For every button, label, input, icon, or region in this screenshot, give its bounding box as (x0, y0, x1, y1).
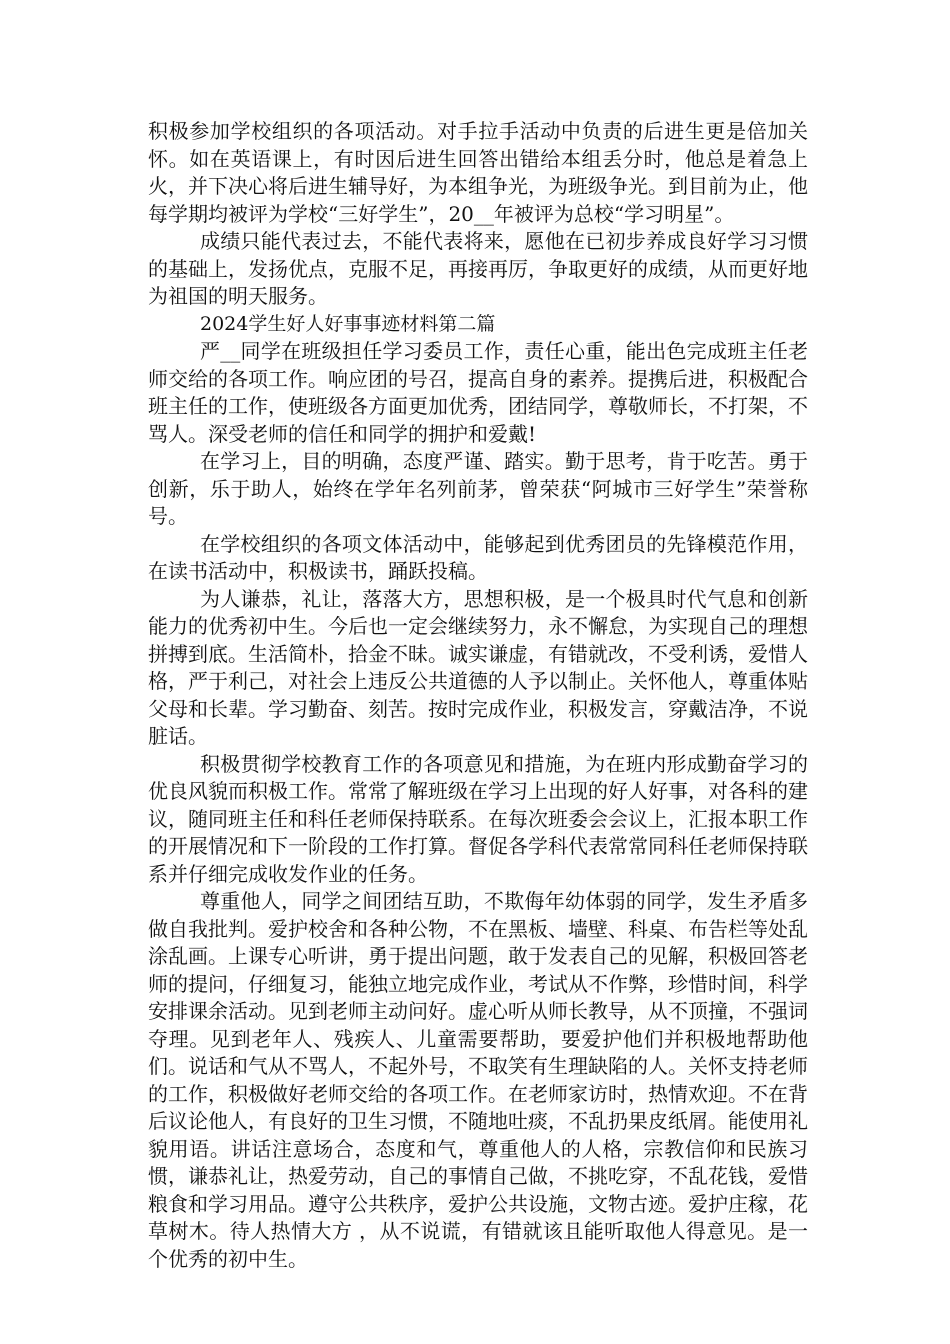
paragraph-8: 积极贯彻学校教育工作的各项意见和措施，为在班内形成勤奋学习的优良风貌而积极工作。常常了解班级在学习上出现的好人好事，对各科的建议，随同班主任和科任老师保持联系。在每次班委会会议上，汇报本职工作的开展情况和下一阶段的工作打算。督促各学科代表常常同科任老师保持联系并仔细完成收发作业的任务。 (148, 751, 808, 886)
paragraph-1: 积极参加学校组织的各项活动。对手拉手活动中负责的后进生更是倍加关怀。如在英语课上，有时因后进生回答出错给本组丢分时，他总是着急上火，并下决心将后进生辅导好，为本组争光，为班级争光。到目前为止，他每学期均被评为学校“三好学生”，20__年被评为总校“学习明星”。 (148, 119, 808, 226)
document-page (148, 118, 808, 1273)
paragraph-9: 尊重他人，同学之间团结互助，不欺侮年幼体弱的同学，发生矛盾多做自我批判。爱护校舍和各种公物，不在黑板、墙壁、科桌、布告栏等处乱涂乱画。上课专心听讲，勇于提出问题，敢于发表自己的见解，积极回答老师的提问，仔细复习，能独立地完成作业，考试从不作弊，珍惜时间，科学安排课余活动。见到老师主动问好。虚心听从师长教导，从不顶撞，不强词夺理。见到老年人、残疾人、儿童需要帮助，要爱护他们并积极地帮助他们。说话和气从不骂人，不起外号，不取笑有生理缺陷的人。关怀支持老师的工作，积极做好老师交给的各项工作。在老师家访时，热情欢迎。不在背后议论他人，有良好的卫生习惯，不随地吐痰，不乱扔果皮纸屑。能使用礼貌用语。讲话注意场合，态度和气，尊重他人的人格，宗教信仰和民族习惯，谦恭礼让，热爱劳动，自己的事情自己做，不挑吃穿，不乱花钱，爱惜粮食和学习用品。遵守公共秩序，爱护公共设施，文物古迹。爱护庄稼，花草树木。待人热情大方 ，从不说谎，有错就该且能听取他人得意见。是一个优秀的初中生。 (148, 889, 808, 1271)
paragraph-6: 在学校组织的各项文体活动中，能够起到优秀团员的先锋模范作用，在读书活动中，积极读书，踊跃投稿。 (148, 531, 808, 583)
section-heading: 2024学生好人好事事迹材料第二篇 (200, 312, 496, 335)
paragraph-7: 为人谦恭，礼让，落落大方，思想积极，是一个极具时代气息和创新能力的优秀初中生。今后也一定会继续努力，永不懈怠，为实现自己的理想拼搏到底。生活简朴，拾金不昧。诚实谦虚，有错就改，不受利诱，爱惜人格，严于利己，对社会上违反公共道德的人予以制止。关怀他人，尊重体贴父母和长辈。学习勤奋、刻苦。按时完成作业，积极发言，穿戴洁净，不说脏话。 (148, 586, 808, 748)
paragraph-2: 成绩只能代表过去，不能代表将来，愿他在已初步养成良好学习习惯的基础上，发扬优点，克服不足，再接再厉，争取更好的成绩，从而更好地为祖国的明天服务。 (148, 229, 808, 308)
paragraph-4: 严__同学在班级担任学习委员工作，责任心重，能出色完成班主任老师交给的各项工作。响应团的号召，提高自身的素养。提携后进，积极配合班主任的工作，使班级各方面更加优秀，团结同学，尊敬师长，不打架，不骂人。深受老师的信任和同学的拥护和爱戴! (148, 339, 808, 446)
paragraph-5: 在学习上，目的明确，态度严谨、踏实。勤于思考，肯于吃苦。勇于创新，乐于助人，始终在学年名列前茅，曾荣获“阿城市三好学生”荣誉称号。 (148, 449, 808, 528)
